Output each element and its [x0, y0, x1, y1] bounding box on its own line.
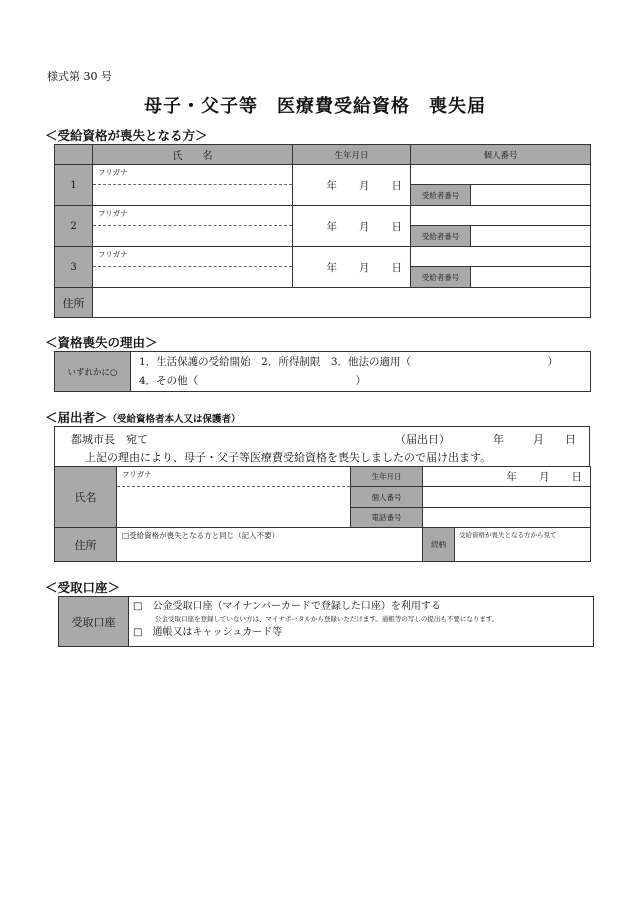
notifier-address-field[interactable]: [117, 528, 423, 562]
account-table: [58, 596, 594, 647]
birthdate-field[interactable]: 年 月 日: [293, 247, 411, 288]
notifier-name-label: 氏名: [55, 467, 117, 528]
col-birth-header: 生年月日: [293, 145, 411, 165]
notifier-address-label: 住所: [55, 528, 117, 562]
row-number: 3: [55, 247, 93, 288]
submit-date-label: （届出日）: [395, 433, 450, 446]
reason-options[interactable]: [131, 352, 591, 392]
form-number: 様式第 30 号: [47, 70, 112, 83]
furigana-field[interactable]: フリガナ: [93, 165, 293, 185]
mynumber-digits[interactable]: [411, 206, 591, 226]
row-number: 2: [55, 206, 93, 247]
section4-heading: ＜受取口座＞: [45, 580, 121, 595]
furigana-field[interactable]: フリガナ: [93, 206, 293, 226]
name-field[interactable]: [93, 226, 293, 247]
form-title: 母子・父子等 医療費受給資格 喪失届: [144, 96, 486, 117]
submit-month[interactable]: 月: [533, 433, 544, 446]
notifier-name-field[interactable]: [117, 487, 351, 528]
account-label: 受取口座: [59, 597, 129, 647]
address-label: 住所: [55, 288, 93, 318]
row-number: 1: [55, 165, 93, 206]
birthdate-field[interactable]: 年 月 日: [293, 206, 411, 247]
relation-label: 続柄: [423, 528, 455, 562]
public-account-option[interactable]: □ 公金受取口座（マイナンバーカードで登録した口座）を利用する: [133, 601, 441, 612]
submit-day[interactable]: 日: [565, 433, 576, 446]
recipient-number-label: 受給者番号: [411, 226, 471, 247]
select-label: いずれかに○: [55, 352, 131, 392]
declaration-box: [54, 426, 590, 467]
section3-heading: ＜届出者＞（受給資格者本人又は保護者）: [45, 410, 241, 425]
public-account-note: 公金受取口座を登録していない方は、マイナポータルから登録いただけます。通帳等の写しの提出も不要になります。: [155, 615, 499, 623]
furigana-field[interactable]: フリガナ: [93, 247, 293, 267]
reason-table: [54, 351, 591, 392]
col-name-header: 氏 名: [93, 145, 293, 165]
recipient-number-field[interactable]: [471, 267, 591, 288]
name-field[interactable]: [93, 185, 293, 206]
mynumber-digits[interactable]: [411, 247, 591, 267]
notifier-phone-field[interactable]: [423, 508, 591, 528]
mynumber-digits[interactable]: [411, 165, 591, 185]
declaration-statement: 上記の理由により、母子・父子等医療費受給資格を喪失しましたので届け出ます。: [85, 451, 492, 464]
notifier-table: [54, 466, 591, 562]
notifier-mynumber-label: 個人番号: [351, 487, 423, 508]
notifier-mynumber-digits[interactable]: [423, 487, 591, 508]
addressee: 都城市長 宛て: [71, 433, 148, 446]
notifier-furigana-field[interactable]: フリガナ: [117, 467, 351, 487]
notifier-birth-label: 生年月日: [351, 467, 423, 487]
same-address-checkbox[interactable]: □受給資格が喪失となる方と同じ（記入不要）: [122, 531, 280, 540]
submit-year[interactable]: 年: [493, 433, 504, 446]
section1-heading: ＜受給資格が喪失となる方＞: [45, 128, 208, 143]
recipient-number-label: 受給者番号: [411, 267, 471, 288]
recipient-number-field[interactable]: [471, 226, 591, 247]
recipient-number-field[interactable]: [471, 185, 591, 206]
notifier-phone-label: 電話番号: [351, 508, 423, 528]
col-mynumber-header: 個人番号: [411, 145, 591, 165]
birthdate-field[interactable]: 年 月 日: [293, 165, 411, 206]
reason-line-1[interactable]: 1．生活保護の受給開始 2．所得制限 3．他法の適用（ ）: [139, 355, 559, 368]
notifier-birthdate-field[interactable]: 年 月 日: [423, 467, 591, 487]
relation-field[interactable]: 受給資格が喪失となる方から見て: [455, 528, 591, 562]
recipient-table: [54, 144, 591, 318]
name-field[interactable]: [93, 267, 293, 288]
reason-line-2[interactable]: 4．その他（ ）: [139, 374, 367, 387]
passbook-option[interactable]: □ 通帳又はキャッシュカード等: [133, 627, 283, 638]
section3-subheading: （受給資格者本人又は保護者）: [107, 414, 241, 425]
section2-heading: ＜資格喪失の理由＞: [45, 335, 158, 350]
recipient-number-label: 受給者番号: [411, 185, 471, 206]
address-field[interactable]: [93, 288, 591, 318]
